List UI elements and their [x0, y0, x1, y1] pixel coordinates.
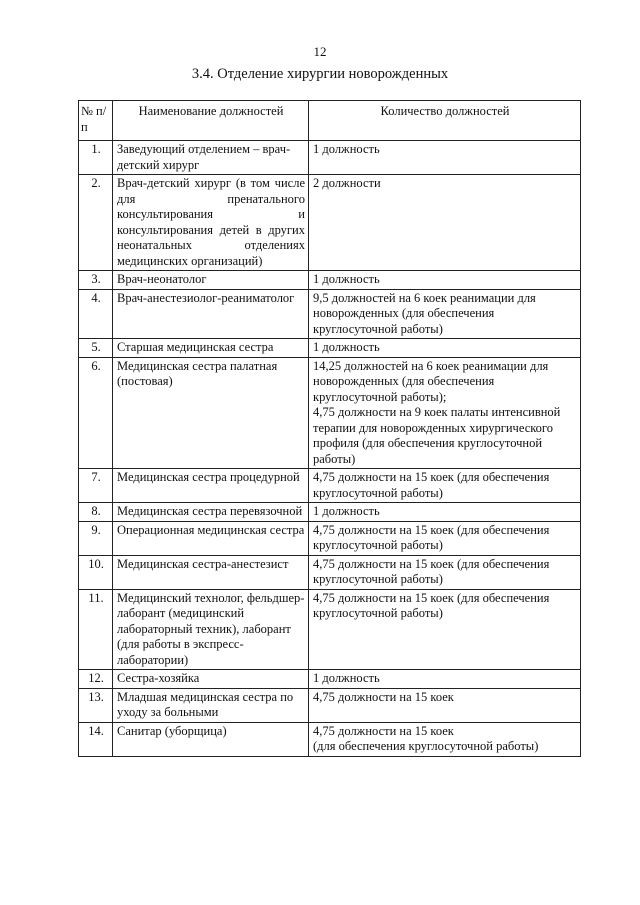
row-number: 6. [79, 357, 113, 469]
position-quantity-cell [309, 357, 581, 469]
position-quantity: 1 должность [309, 503, 581, 522]
position-name: Медицинская сестра перевязочной [113, 503, 309, 522]
position-quantity-extra: (для обеспечения круглосуточной работы) [313, 739, 539, 753]
row-number: 3. [79, 271, 113, 290]
row-number: 2. [79, 175, 113, 271]
table-row [79, 357, 581, 469]
position-name: Сестра-хозяйка [113, 670, 309, 689]
column-header-number: № п/п [79, 101, 113, 141]
column-header-quantity: Количество должностей [309, 101, 581, 141]
position-name: Заведующий отделением – врач-детский хирург [113, 141, 309, 175]
table-row [79, 670, 581, 689]
position-name: Врач-неонатолог [113, 271, 309, 290]
row-number: 9. [79, 521, 113, 555]
table-row [79, 339, 581, 358]
row-number: 14. [79, 722, 113, 756]
position-quantity: 1 должность [309, 339, 581, 358]
table-row [79, 722, 581, 756]
position-quantity: 2 должности [309, 175, 581, 271]
position-name: Медицинский технолог, фельдшер-лаборант (медицинский лабораторный техник), лаборант [117, 590, 305, 636]
position-name: Врач-детский хирург (в том числе для пренатального консультирования и консультирования детей в других неонатальных отделениях медицинских организаций) [113, 175, 309, 271]
position-name-extra: (для работы в экспресс-лаборатории) [117, 637, 244, 667]
position-quantity: 4,75 должности на 15 коек (для обеспечения круглосуточной работы) [309, 469, 581, 503]
position-name: Медицинская сестра-анестезист [113, 555, 309, 589]
staff-table [78, 100, 581, 757]
table-row [79, 589, 581, 670]
row-number: 10. [79, 555, 113, 589]
position-quantity: 1 должность [309, 141, 581, 175]
position-quantity: 4,75 должности на 15 коек (для обеспечения круглосуточной работы) [309, 521, 581, 555]
position-quantity: 4,75 должности на 15 коек (для обеспечения круглосуточной работы) [309, 555, 581, 589]
table-row [79, 688, 581, 722]
row-number: 5. [79, 339, 113, 358]
position-name: Старшая медицинская сестра [113, 339, 309, 358]
table-header-row [79, 101, 581, 141]
table-row [79, 141, 581, 175]
position-name-cell [113, 589, 309, 670]
page-title: 3.4. Отделение хирургии новорожденных [191, 66, 449, 82]
position-quantity: 1 должность [309, 670, 581, 689]
position-name: Медицинская сестра процедурной [113, 469, 309, 503]
page-number: 12 [313, 44, 327, 59]
position-quantity: 14,25 должностей на 6 коек реанимации для новорожденных (для обеспечения круглосуточной работы); [313, 358, 549, 404]
row-number: 1. [79, 141, 113, 175]
position-name: Врач-анестезиолог-реаниматолог [113, 289, 309, 339]
column-header-position: Наименование должностей [113, 101, 309, 141]
position-quantity: 1 должность [309, 271, 581, 290]
position-quantity: 4,75 должности на 15 коек [309, 688, 581, 722]
position-name: Санитар (уборщица) [113, 722, 309, 756]
table-row [79, 469, 581, 503]
row-number: 13. [79, 688, 113, 722]
row-number: 7. [79, 469, 113, 503]
position-quantity: 4,75 должности на 15 коек (для обеспечения круглосуточной работы) [309, 589, 581, 670]
table-row [79, 503, 581, 522]
row-number: 8. [79, 503, 113, 522]
table-row [79, 271, 581, 290]
row-number: 12. [79, 670, 113, 689]
table-row [79, 521, 581, 555]
table-row [79, 175, 581, 271]
table-row [79, 289, 581, 339]
position-name: Медицинская сестра палатная (постовая) [113, 357, 309, 469]
position-quantity: 4,75 должности на 15 коек [313, 723, 454, 738]
table-row [79, 555, 581, 589]
position-name: Младшая медицинская сестра по уходу за больными [113, 688, 309, 722]
position-name: Операционная медицинская сестра [113, 521, 309, 555]
position-quantity-extra: 4,75 должности на 9 коек палаты интенсивной терапии для новорожденных хирургического профиля (для обеспечения круглосуточной работы) [313, 405, 561, 466]
row-number: 11. [79, 589, 113, 670]
row-number: 4. [79, 289, 113, 339]
position-quantity: 9,5 должностей на 6 коек реанимации для новорожденных (для обеспечения круглосуточной работы) [309, 289, 581, 339]
position-quantity-cell [309, 722, 581, 756]
